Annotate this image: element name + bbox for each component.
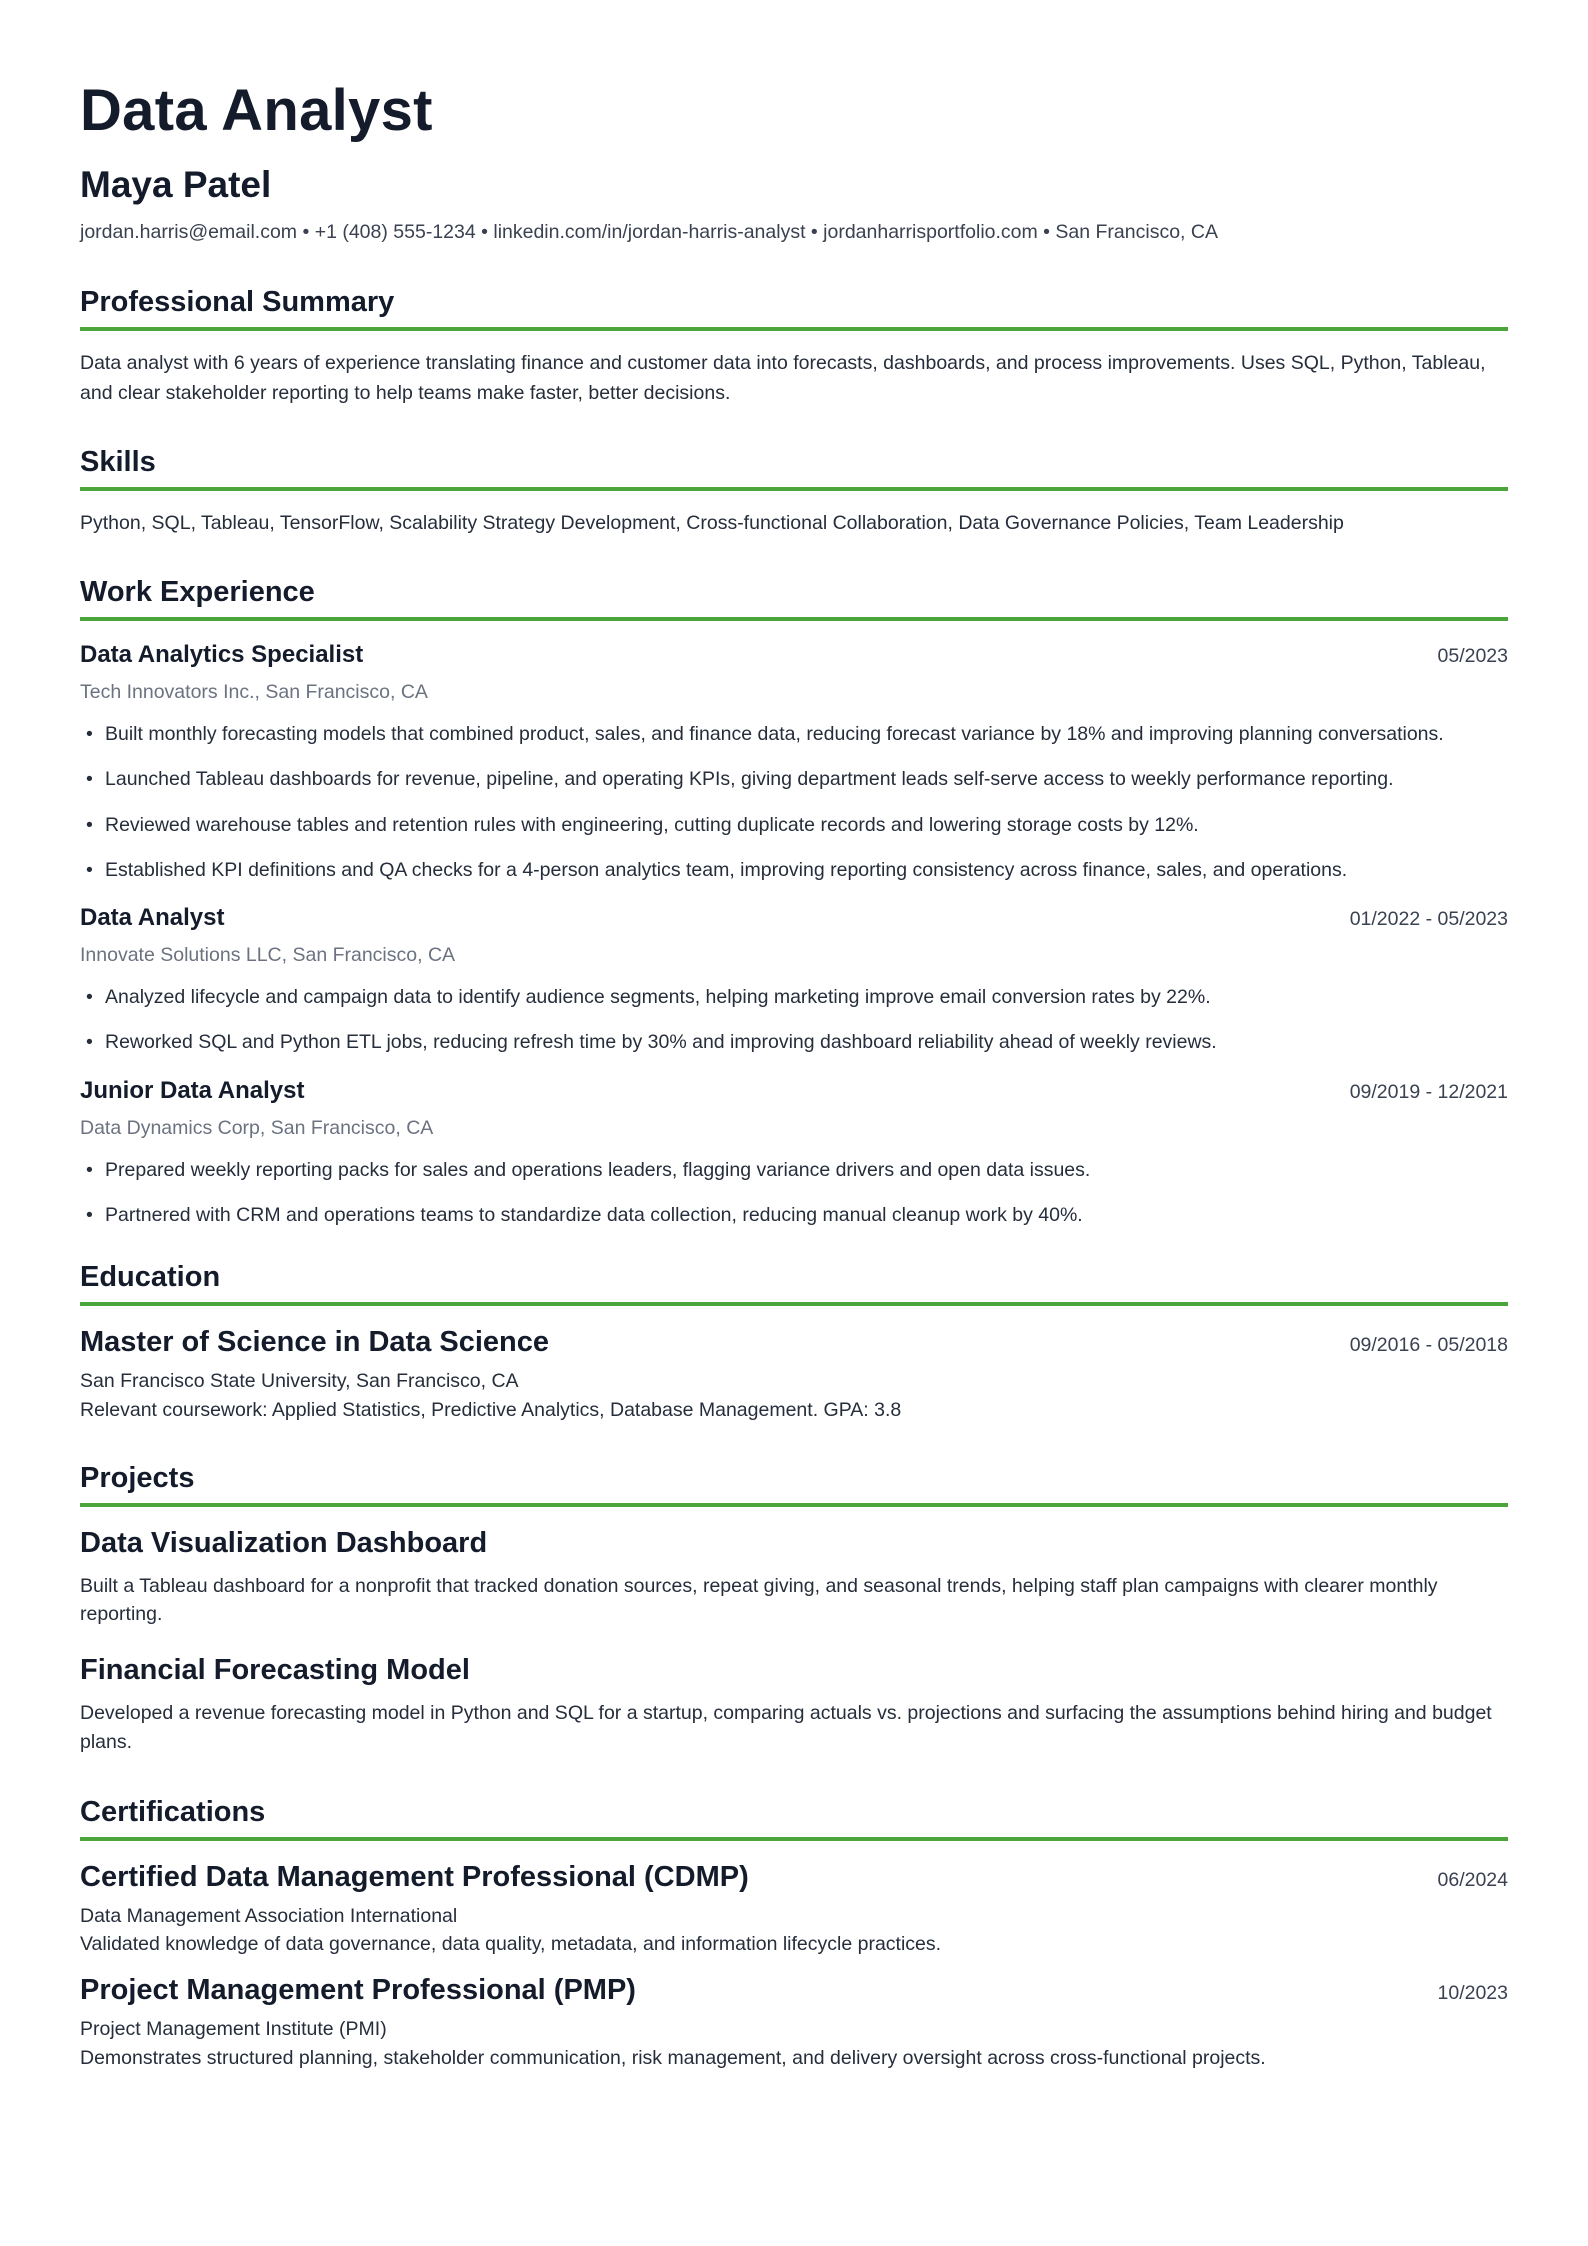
certification-date: 06/2024 [1437,1868,1508,1891]
job-bullet: • Partnered with CRM and operations teams to standardize data collection, reducing manual cleanup work by 40%. [80,1201,1508,1229]
projects-heading: Projects [80,1464,1508,1507]
job-bullet: • Prepared weekly reporting packs for sales and operations leaders, flagging variance drivers and open data issues. [80,1156,1508,1184]
job-date: 01/2022 - 05/2023 [1349,908,1508,931]
job-title: Junior Data Analyst [80,1076,305,1104]
certification-issuer: Data Management Association International [80,1904,458,1927]
experience-section [80,578,1508,1229]
project-description: Developed a revenue forecasting model in Python and SQL for a startup, comparing actuals vs. projections and surfacing the assumptions behind hiring and budget plans. [80,1702,1492,1753]
education-details: Relevant coursework: Applied Statistics, Predictive Analytics, Database Management. GPA: 3.8 [80,1398,902,1421]
job-entry [80,1077,1508,1230]
project-entry [80,1527,1508,1629]
document-title: Data Analyst [80,78,433,143]
experience-heading: Work Experience [80,578,1508,621]
contact-line: jordan.harris@email.com • +1 (408) 555-1234 • linkedin.com/in/jordan-harris-analyst • jordanharrisportfolio.com • San Francisco, CA [80,221,1218,243]
summary-heading: Professional Summary [80,288,1508,331]
project-title: Data Visualization Dashboard [80,1526,488,1559]
skills-heading: Skills [80,448,1508,491]
job-company: Tech Innovators Inc., San Francisco, CA [80,681,428,704]
job-bullet: • Built monthly forecasting models that combined product, sales, and finance data, reducing forecast variance by 18% and improving planning conversations. [80,720,1508,748]
project-title: Financial Forecasting Model [80,1654,470,1687]
job-company: Data Dynamics Corp, San Francisco, CA [80,1116,434,1139]
job-bullet: • Reviewed warehouse tables and retention rules with engineering, cutting duplicate records and lowering storage costs by 12%. [80,811,1508,839]
job-date: 05/2023 [1437,645,1508,668]
education-entry [80,1326,1508,1424]
certification-title: Certified Data Management Professional (CDMP) [80,1860,749,1893]
summary-text: Data analyst with 6 years of experience translating finance and customer data into forecasts, dashboards, and process improvements. Uses SQL, Python, Tableau, and clear stakeholder reporting to help teams make faster, better decisions. [80,352,1486,404]
education-section [80,1263,1508,1424]
certification-description: Demonstrates structured planning, stakeholder communication, risk management, and delivery oversight across cross-functional projects. [80,2046,1266,2069]
certification-entry [80,1974,1508,2072]
job-entry [80,641,1508,884]
certifications-section [80,1795,1508,2072]
job-entry [80,904,1508,1057]
job-bullet: • Reworked SQL and Python ETL jobs, reducing refresh time by 30% and improving dashboard reliability ahead of weekly reviews. [80,1028,1508,1056]
projects-section [80,1461,1508,1756]
skills-section [80,445,1508,538]
job-bullets [80,720,1508,884]
job-bullets [80,1156,1508,1230]
certification-title: Project Management Professional (PMP) [80,1974,636,2007]
job-date: 09/2019 - 12/2021 [1349,1080,1508,1103]
certification-entry [80,1861,1508,1959]
skills-text: Python, SQL, Tableau, TensorFlow, Scalability Strategy Development, Cross-functional Collaboration, Data Governance Policies, Team Leadership [80,511,1344,534]
job-title: Data Analytics Specialist [80,641,364,669]
job-company: Innovate Solutions LLC, San Francisco, CA [80,944,456,967]
education-heading: Education [80,1263,1508,1306]
school-name: San Francisco State University, San Francisco, CA [80,1370,519,1393]
resume-header [80,78,1508,244]
certification-issuer: Project Management Institute (PMI) [80,2018,387,2041]
job-bullet: • Established KPI definitions and QA checks for a 4-person analytics team, improving reporting consistency across finance, sales, and operations. [80,856,1508,884]
job-bullet: • Launched Tableau dashboards for revenue, pipeline, and operating KPIs, giving department leads self-serve access to weekly performance reporting. [80,765,1508,793]
job-title: Data Analyst [80,904,225,932]
job-bullet: • Analyzed lifecycle and campaign data to identify audience segments, helping marketing improve email conversion rates by 22%. [80,983,1508,1011]
education-date: 09/2016 - 05/2018 [1349,1334,1508,1357]
certification-description: Validated knowledge of data governance, data quality, metadata, and information lifecycle practices. [80,1933,942,1956]
project-entry [80,1654,1508,1756]
certification-date: 10/2023 [1437,1982,1508,2005]
candidate-name: Maya Patel [80,164,272,205]
summary-section [80,288,1508,408]
project-description: Built a Tableau dashboard for a nonprofit that tracked donation sources, repeat giving, and seasonal trends, helping staff plan campaigns with clearer monthly reporting. [80,1574,1438,1626]
degree-title: Master of Science in Data Science [80,1326,550,1359]
job-bullets [80,983,1508,1057]
certifications-heading: Certifications [80,1798,1508,1841]
